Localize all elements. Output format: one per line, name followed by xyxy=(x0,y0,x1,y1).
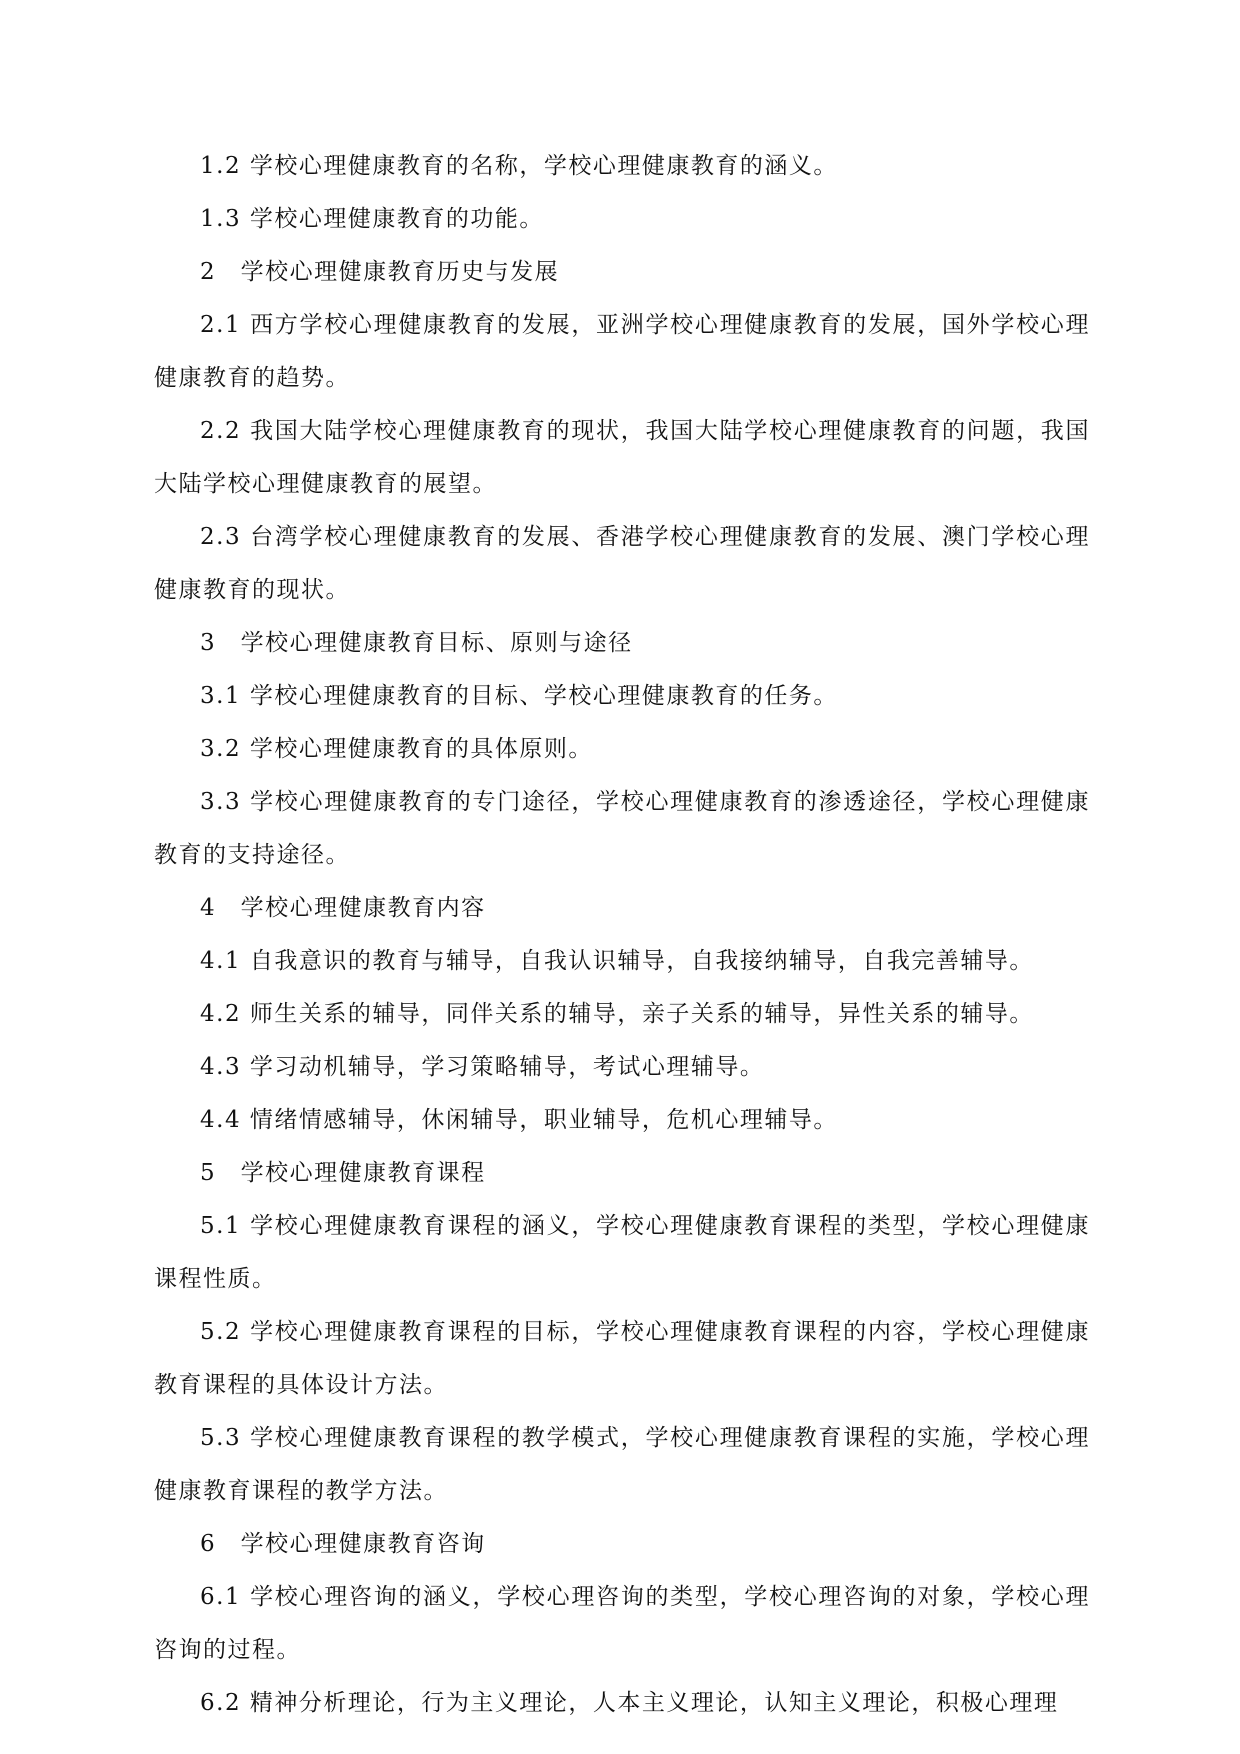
paragraph-1-3: 1.3 学校心理健康教育的功能。 xyxy=(200,206,544,232)
paragraph-4-2: 4.2 师生关系的辅导，同伴关系的辅导，亲子关系的辅导，异性关系的辅导。 xyxy=(200,1001,1034,1027)
section-heading-3: 3 学校心理健康教育目标、原则与途径 xyxy=(200,630,633,656)
paragraph-2-1: 2.1 西方学校心理健康教育的发展，亚洲学校心理健康教育的发展，国外学校心理健康教育的趋势。 xyxy=(154,312,1090,391)
paragraph-3-3: 3.3 学校心理健康教育的专门途径，学校心理健康教育的渗透途径，学校心理健康教育的支持途径。 xyxy=(154,789,1090,868)
paragraph-6-1: 6.1 学校心理咨询的涵义，学校心理咨询的类型，学校心理咨询的对象，学校心理咨询的过程。 xyxy=(154,1584,1090,1663)
paragraph-2-2: 2.2 我国大陆学校心理健康教育的现状，我国大陆学校心理健康教育的问题，我国大陆学校心理健康教育的展望。 xyxy=(154,418,1090,497)
paragraph-4-3: 4.3 学习动机辅导，学习策略辅导，考试心理辅导。 xyxy=(200,1054,765,1080)
section-heading-4: 4 学校心理健康教育内容 xyxy=(200,895,486,921)
paragraph-6-2: 6.2 精神分析理论，行为主义理论，人本主义理论，认知主义理论，积极心理理 xyxy=(200,1690,1059,1716)
paragraph-5-3: 5.3 学校心理健康教育课程的教学模式，学校心理健康教育课程的实施，学校心理健康教育课程的教学方法。 xyxy=(154,1425,1090,1504)
paragraph-2-3: 2.3 台湾学校心理健康教育的发展、香港学校心理健康教育的发展、澳门学校心理健康教育的现状。 xyxy=(154,524,1090,603)
paragraph-3-2: 3.2 学校心理健康教育的具体原则。 xyxy=(200,736,593,762)
section-heading-6: 6 学校心理健康教育咨询 xyxy=(200,1531,486,1557)
paragraph-5-1: 5.1 学校心理健康教育课程的涵义，学校心理健康教育课程的类型，学校心理健康课程性质。 xyxy=(154,1213,1090,1292)
paragraph-3-1: 3.1 学校心理健康教育的目标、学校心理健康教育的任务。 xyxy=(200,683,838,709)
paragraph-4-1: 4.1 自我意识的教育与辅导，自我认识辅导，自我接纳辅导，自我完善辅导。 xyxy=(200,948,1034,974)
paragraph-5-2: 5.2 学校心理健康教育课程的目标，学校心理健康教育课程的内容，学校心理健康教育课程的具体设计方法。 xyxy=(154,1319,1090,1398)
section-heading-2: 2 学校心理健康教育历史与发展 xyxy=(200,259,560,285)
document-body xyxy=(154,140,1090,1730)
section-heading-5: 5 学校心理健康教育课程 xyxy=(200,1160,486,1186)
paragraph-1-2: 1.2 学校心理健康教育的名称，学校心理健康教育的涵义。 xyxy=(200,153,838,179)
paragraph-4-4: 4.4 情绪情感辅导，休闲辅导，职业辅导，危机心理辅导。 xyxy=(200,1107,838,1133)
